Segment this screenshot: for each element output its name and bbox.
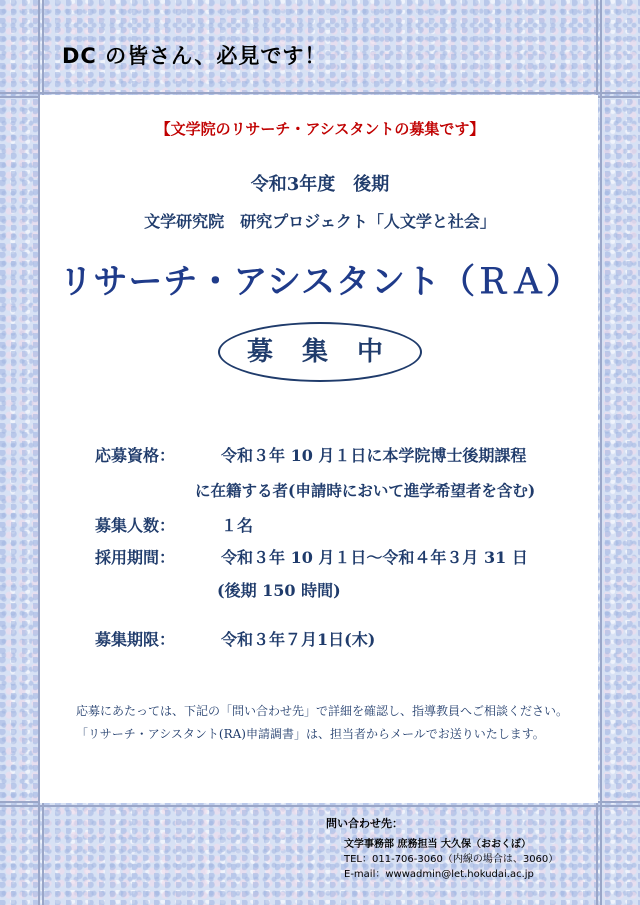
eligibility-value-line1: 令和３年 10 月１日に本学院博士後期課程 bbox=[221, 446, 527, 465]
frame-line-bottom-outer bbox=[0, 805, 640, 807]
recruiting-badge bbox=[218, 322, 422, 382]
main-heading: リサーチ・アシスタント（ＲＡ） bbox=[59, 262, 581, 302]
eligibility-row-continued bbox=[195, 479, 535, 501]
period-label: 採用期間： bbox=[95, 548, 176, 567]
count-value: １名 bbox=[221, 516, 254, 535]
count-label: 募集人数： bbox=[95, 516, 176, 535]
term-text: 令和3年度 後期 bbox=[250, 174, 390, 195]
contact-title: 問い合わせ先： bbox=[326, 817, 403, 830]
count-row bbox=[95, 513, 253, 536]
eligibility-label: 応募資格： bbox=[95, 446, 176, 465]
contact-email[interactable]: E-mail：wwwadmin@let.hokudai.ac.jp bbox=[344, 869, 534, 880]
period-note: (後期 150 時間) bbox=[217, 581, 341, 600]
eligibility-value-line2: に在籍する者(申請時において進学希望者を含む) bbox=[195, 481, 536, 500]
contact-block bbox=[326, 815, 558, 882]
deadline-value: 令和３年７月1日(木) bbox=[221, 630, 376, 649]
application-note: 応募にあたっては、下記の「問い合わせ先」で詳細を確認し、指導教員へご相談ください。「リサーチ・アシスタント(RA)申請調書」は、担当者からメールでお送りいたします。 bbox=[76, 704, 569, 741]
eligibility-row bbox=[95, 443, 526, 466]
period-note-row bbox=[217, 578, 341, 601]
announcement-text: 【文学院のリサーチ・アシスタントの募集です】 bbox=[155, 120, 485, 138]
period-row bbox=[95, 545, 528, 568]
deadline-label: 募集期限： bbox=[95, 630, 176, 649]
project-text: 文学研究院 研究プロジェクト「人文学と社会」 bbox=[144, 212, 496, 231]
contact-tel: TEL：011-706-3060（内線の場合は、3060） bbox=[344, 854, 559, 865]
recruiting-badge-label: 募 集 中 bbox=[246, 337, 394, 367]
contact-office: 文学事務部 庶務担当 大久保（おおくぼ） bbox=[344, 839, 531, 850]
frame-line-top-outer bbox=[0, 92, 640, 94]
deadline-row bbox=[95, 627, 375, 650]
page-title: DC の皆さん、必見です！ bbox=[62, 44, 327, 68]
period-value: 令和３年 10 月１日～令和４年３月 31 日 bbox=[221, 548, 528, 567]
